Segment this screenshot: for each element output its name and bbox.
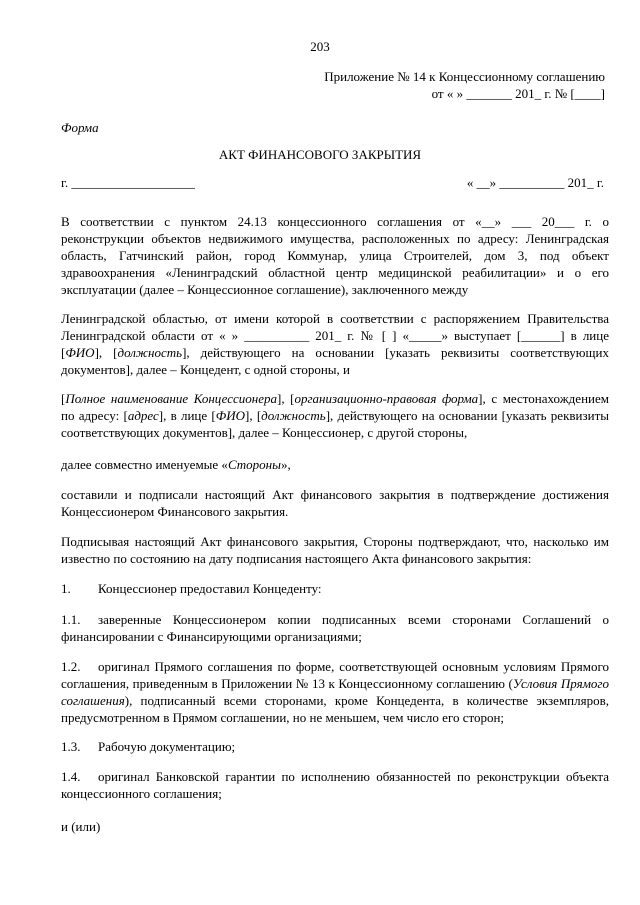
text-line: документов], далее – Концедент, с одной стороны, и — [61, 362, 350, 377]
text-line — [61, 768, 609, 785]
item-text: оригинал Банковской гарантии по исполнению обязанностей по реконструкции объекта — [98, 769, 609, 784]
page-number: 203 — [310, 39, 330, 54]
item-number: 1.1. — [61, 612, 81, 627]
text-line: известно по состоянию на дату подписания настоящего Акта финансового закрытия: — [61, 551, 532, 566]
text-line: реконструкции объектов недвижимого имущества, расположенных по адресу: Ленинградская — [61, 231, 609, 246]
text-line: предусмотренном в Прямом соглашении, но не меньшем, чем число его сторон; — [61, 710, 505, 725]
list-item — [61, 738, 609, 755]
text-line: Ленинградской области от « » __________ 201_ г. № [ ] «_____» выступает [______] в лице — [61, 328, 609, 343]
paragraph-parties — [61, 456, 609, 473]
date-field: « __» __________ 201_ г. — [466, 175, 604, 190]
list-item — [61, 580, 609, 597]
text-line: финансировании с Финансирующими организациями; — [61, 629, 362, 644]
annex-line-2: от « » _______ 201_ г. № [____] — [431, 86, 605, 101]
text-line: Ленинградской областью, от имени которой в соответствии с распоряжением Правительства — [61, 311, 609, 326]
text-line: составили и подписали настоящий Акт финансового закрытия в подтверждение достижения — [61, 487, 609, 502]
text-line: область, Гатчинский район, город Коммунар, улица Строителей, дом 3, под объект — [61, 248, 609, 263]
text-line — [61, 658, 609, 675]
item-number: 1.3. — [61, 739, 81, 754]
paragraph-grantor — [61, 310, 609, 378]
paragraph-preamble — [61, 213, 609, 298]
text-line: Подписывая настоящий Акт финансового закрытия, Стороны подтверждают, что, насколько им — [61, 534, 609, 549]
annex-line-1: Приложение № 14 к Концессионному соглашению — [324, 69, 605, 84]
list-item — [61, 768, 609, 802]
text-line: здравоохранения «Ленинградский областной центр медицинской реабилитации» и о его — [61, 265, 609, 280]
list-item — [61, 658, 609, 726]
text-line: Концессионером Финансового закрытия. — [61, 504, 289, 519]
text-line: соглашения), подписанный всеми сторонами, кроме Концедента, в количестве экземпляров, — [61, 693, 609, 708]
paragraph-confirmation — [61, 533, 609, 567]
item-number: 1.2. — [61, 659, 81, 674]
text-line: концессионного соглашения; — [61, 786, 222, 801]
paragraph-compiled — [61, 486, 609, 520]
item-number: 1. — [61, 581, 71, 596]
and-or-text: и (или) — [61, 819, 101, 834]
text-line: по адресу: [адрес], в лице [ФИО], [должность], действующего на основании [указать реквизиты — [61, 408, 609, 423]
text-line: далее совместно именуемые «Стороны», — [61, 457, 291, 472]
item-number: 1.4. — [61, 769, 81, 784]
text-line: соответствующих документов], далее – Концессионер, с другой стороны, — [61, 425, 468, 440]
item-text: заверенные Концессионером копии подписанных всеми сторонами Соглашений о — [98, 612, 609, 627]
text-line: соглашения, приведенным в Приложении № 13 к Концессионному соглашению (Условия Прямого — [61, 676, 609, 691]
annex-reference — [324, 68, 605, 102]
place-field: г. ___________________ — [61, 175, 195, 190]
text-line — [61, 611, 609, 628]
item-text: оригинал Прямого соглашения по форме, соответствующей основным условиям Прямого — [98, 659, 609, 674]
text-line — [61, 738, 609, 755]
text-line: [ФИО], [должность], действующего на основании [указать реквизиты соответствующих — [61, 345, 609, 360]
item-text: Рабочую документацию; — [98, 739, 236, 754]
text-line: [Полное наименование Концессионера], [организационно-правовая форма], с местонахождением — [61, 391, 609, 406]
text-line: В соответствии с пунктом 24.13 концессионного соглашения от «__» ___ 20___ г. о — [61, 214, 609, 229]
document-title: АКТ ФИНАНСОВОГО ЗАКРЫТИЯ — [218, 147, 422, 162]
form-label: Форма — [61, 120, 99, 135]
list-item — [61, 611, 609, 645]
paragraph-concessionaire — [61, 390, 609, 441]
text-line: эксплуатации (далее – Концессионное соглашение), заключенного между — [61, 282, 469, 297]
text-line — [61, 580, 609, 597]
item-text: Концессионер предоставил Концеденту: — [98, 581, 322, 596]
